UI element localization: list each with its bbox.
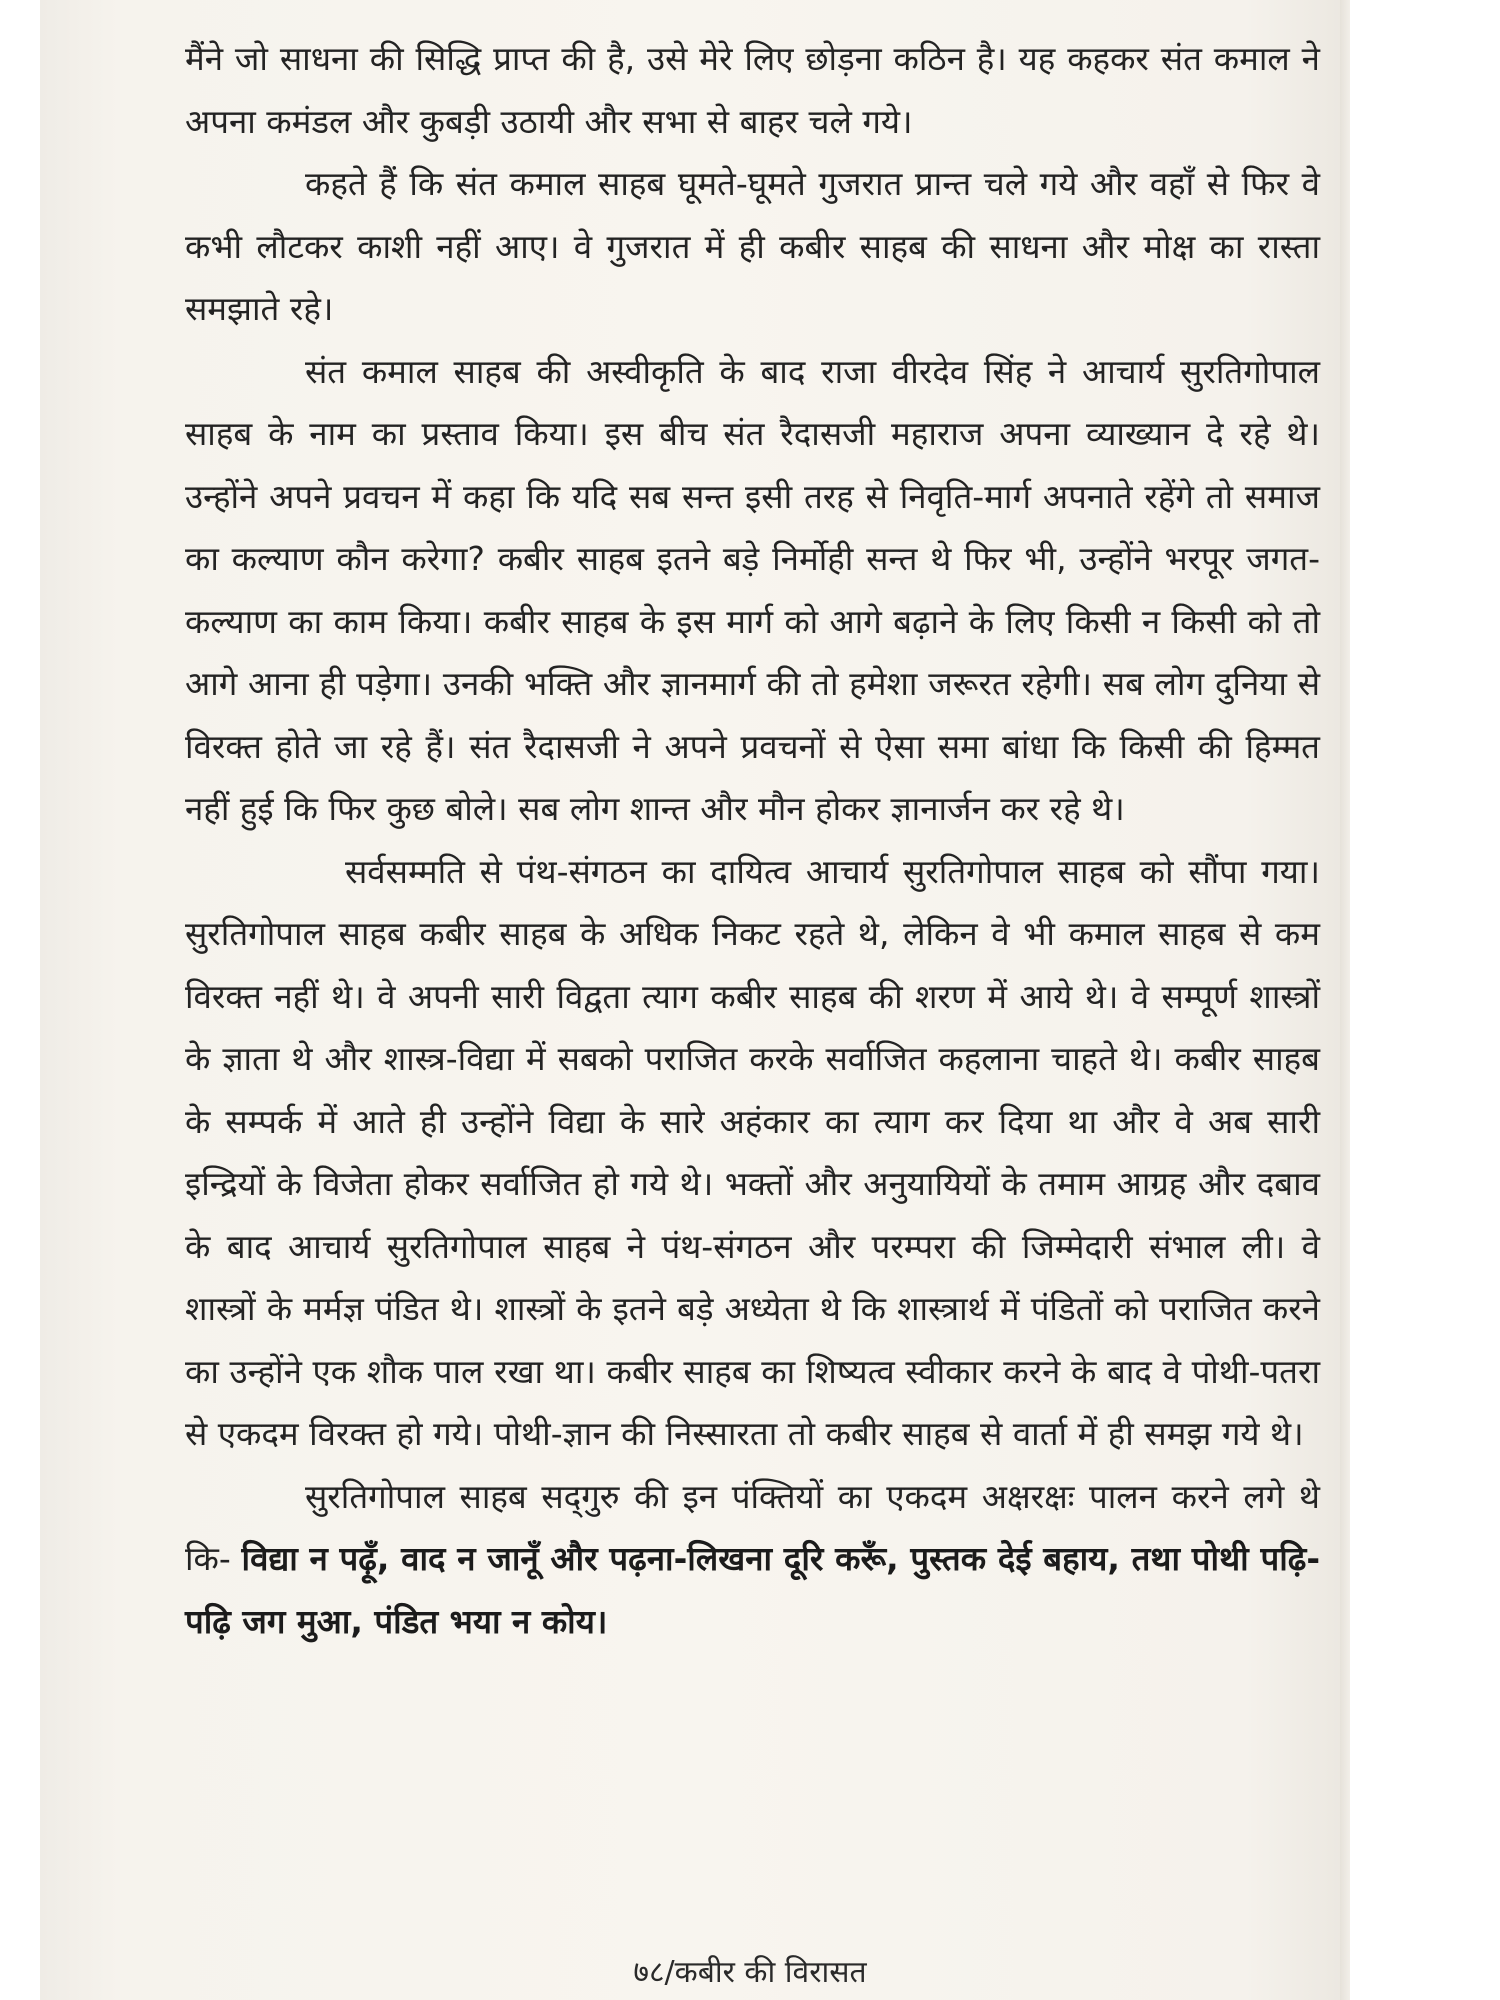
page-edge xyxy=(1340,0,1350,2000)
paragraph-5-mid: तथा xyxy=(1119,1539,1192,1578)
page-footer xyxy=(0,1950,1500,1991)
page-number-title: ७८/कबीर की विरासत xyxy=(633,1955,867,1990)
paragraph-1: मैंने जो साधना की सिद्धि प्राप्त की है, उसे मेरे लिए छोड़ना कठिन है। यह कहकर संत कमाल ने अपना कमंडल और कुबड़ी उठायी और सभा से बाहर चले गये। xyxy=(185,39,1320,141)
doha-quote-1: विद्या न पढ़ूँ, वाद न जानूँ और पढ़ना-लिखना दूरि करूँ, पुस्तक देई बहाय, xyxy=(241,1539,1120,1578)
page-body xyxy=(185,28,1320,1888)
paragraph-4: सर्वसम्मति से पंथ-संगठन का दायित्व आचार्य सुरतिगोपाल साहब को सौंपा गया। सुरतिगोपाल साहब कबीर साहब के अधिक निकट रहते थे, लेकिन वे भी कमाल साहब से कम विरक्त नहीं थे। वे अपनी सारी विद्वता त्याग कबीर साहब की शरण में आये थे। वे सम्पूर्ण शास्त्रों के ज्ञाता थे और शास्त्र-विद्या में सबको पराजित करके सर्वाजित कहलाना चाहते थे। कबीर साहब के सम्पर्क में आते ही उन्होंने विद्या के सारे अहंकार का त्याग कर दिया था और वे अब सारी इन्द्रियों के विजेता होकर सर्वाजित हो गये थे। भक्तों और अनुयायियों के तमाम आग्रह और दबाव के बाद आचार्य सुरतिगोपाल साहब ने पंथ-संगठन और परम्परा की जिम्मेदारी संभाल ली। वे शास्त्रों के मर्मज्ञ पंडित थे। शास्त्रों के इतने बड़े अध्येता थे कि शास्त्रार्थ में पंडितों को पराजित करने का उन्होंने एक शौक पाल रखा था। कबीर साहब का शिष्यत्व स्वीकार करने के बाद वे पोथी-पतरा से एकदम विरक्त हो गये। पोथी-ज्ञान की निस्सारता तो कबीर साहब से वार्ता में ही समझ गये थे। xyxy=(185,851,1320,1453)
paragraph-5 xyxy=(185,1466,1320,1654)
paragraph-5-lead: सुरतिगोपाल साहब सद्‌गुरु की इन पंक्तियों का एकदम अक्षरक्षः पालन करने लगे थे कि- xyxy=(185,1476,1320,1578)
paragraph-2: कहते हैं कि संत कमाल साहब घूमते-घूमते गुजरात प्रान्त चले गये और वहाँ से फिर वे कभी लौटकर काशी नहीं आए। वे गुजरात में ही कबीर साहब की साधना और मोक्ष का रास्ता समझाते रहे। xyxy=(185,164,1320,328)
doha-quote-2: पोथी पढ़ि-पढ़ि जग मुआ, पंडित भया न कोय। xyxy=(185,1539,1321,1641)
paragraph-3: संत कमाल साहब की अस्वीकृति के बाद राजा वीरदेव सिंह ने आचार्य सुरतिगोपाल साहब के नाम का प्रस्ताव किया। इस बीच संत रैदासजी महाराज अपना व्याख्यान दे रहे थे। उन्होंने अपने प्रवचन में कहा कि यदि सब सन्त इसी तरह से निवृति-मार्ग अपनाते रहेंगे तो समाज का कल्याण कौन करेगा? कबीर साहब इतने बड़े निर्मोही सन्त थे फिर भी, उन्होंने भरपूर जगत-कल्याण का काम किया। कबीर साहब के इस मार्ग को आगे बढ़ाने के लिए किसी न किसी को तो आगे आना ही पड़ेगा। उनकी भक्ति और ज्ञानमार्ग की तो हमेशा जरूरत रहेगी। सब लोग दुनिया से विरक्त होते जा रहे हैं। संत रैदासजी ने अपने प्रवचनों से ऐसा समा बांधा कि किसी की हिम्मत नहीं हुई कि फिर कुछ बोले। सब लोग शान्त और मौन होकर ज्ञानार्जन कर रहे थे। xyxy=(185,351,1320,828)
